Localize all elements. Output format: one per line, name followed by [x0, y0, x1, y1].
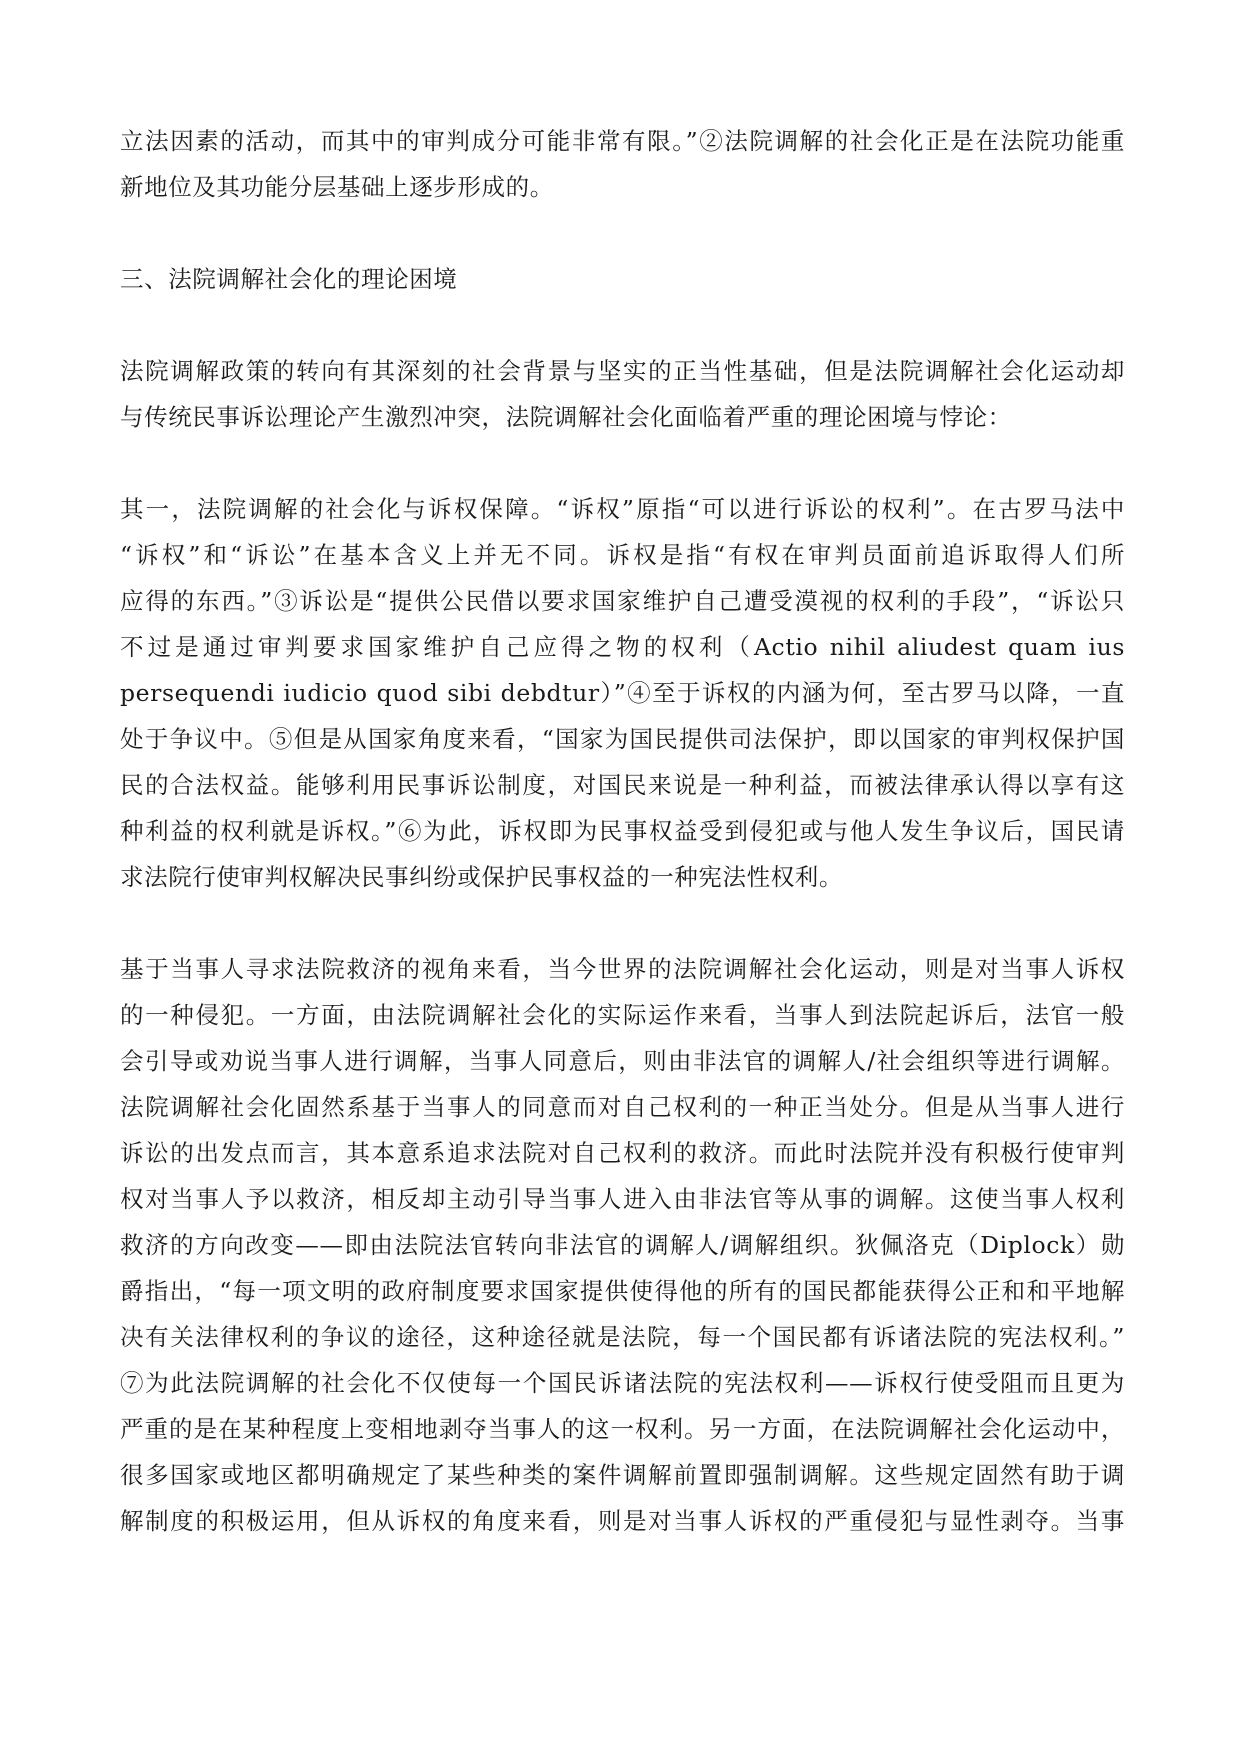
text-line: 处于争议中。⑤但是从国家角度来看，“国家为国民提供司法保护，即以国家的审判权保护国	[120, 725, 1125, 753]
text-line: 救济的方向改变——即由法院法官转向非法官的调解人/调解组织。狄佩洛克（Diplock）勋	[120, 1231, 1125, 1259]
document-page	[120, 118, 1125, 1590]
text-line: 民的合法权益。能够利用民事诉讼制度，对国民来说是一种利益，而被法律承认得以享有这	[120, 771, 1125, 799]
text-line: 会引导或劝说当事人进行调解，当事人同意后，则由非法官的调解人/社会组织等进行调解。	[120, 1047, 1125, 1075]
text-line: ⑦为此法院调解的社会化不仅使每一个国民诉诸法院的宪法权利——诉权行使受阻而且更为	[120, 1369, 1125, 1397]
text-line: 权对当事人予以救济，相反却主动引导当事人进入由非法官等从事的调解。这使当事人权利	[120, 1185, 1125, 1213]
text-line: 应得的东西。”③诉讼是“提供公民借以要求国家维护自己遭受漠视的权利的手段”，“诉讼只	[120, 587, 1125, 615]
text-line: 法院调解政策的转向有其深刻的社会背景与坚实的正当性基础，但是法院调解社会化运动却	[120, 357, 1125, 385]
text-line: 新地位及其功能分层基础上逐步形成的。	[120, 173, 554, 201]
text-line: 求法院行使审判权解决民事纠纷或保护民事权益的一种宪法性权利。	[120, 863, 843, 891]
paragraph-first	[120, 486, 1125, 900]
text-line: 爵指出，“每一项文明的政府制度要求国家提供使得他的所有的国民都能获得公正和和平地解	[120, 1277, 1125, 1305]
text-line: 其一，法院调解的社会化与诉权保障。“诉权”原指“可以进行诉讼的权利”。在古罗马法中	[120, 495, 1125, 523]
paragraph-background	[120, 348, 1125, 440]
section-heading: 三、法院调解社会化的理论困境	[120, 265, 458, 293]
text-line: 决有关法律权利的争议的途径，这种途径就是法院，每一个国民都有诉诸法院的宪法权利。”	[120, 1323, 1125, 1351]
text-line: 不过是通过审判要求国家维护自己应得之物的权利（Actio nihil aliudest quam ius	[120, 633, 1125, 661]
text-line: 严重的是在某种程度上变相地剥夺当事人的这一权利。另一方面，在法院调解社会化运动中，	[120, 1415, 1125, 1443]
paragraph-intro	[120, 118, 1125, 210]
text-line: 法院调解社会化固然系基于当事人的同意而对自己权利的一种正当处分。但是从当事人进行	[120, 1093, 1125, 1121]
text-line: 诉讼的出发点而言，其本意系追求法院对自己权利的救济。而此时法院并没有积极行使审判	[120, 1139, 1125, 1167]
text-line: “诉权”和“诉讼”在基本含义上并无不同。诉权是指“有权在审判员面前追诉取得人们所	[120, 541, 1125, 569]
text-line: 立法因素的活动，而其中的审判成分可能非常有限。”②法院调解的社会化正是在法院功能重	[120, 127, 1125, 155]
text-line: persequendi iudicio quod sibi debdtur）”④至于诉权的内涵为何，至古罗马以降，一直	[120, 679, 1125, 707]
text-line: 基于当事人寻求法院救济的视角来看，当今世界的法院调解社会化运动，则是对当事人诉权	[120, 955, 1125, 983]
text-line: 与传统民事诉讼理论产生激烈冲突，法院调解社会化面临着严重的理论困境与悖论：	[120, 403, 1012, 431]
paragraph-second	[120, 946, 1125, 1544]
text-line: 很多国家或地区都明确规定了某些种类的案件调解前置即强制调解。这些规定固然有助于调	[120, 1461, 1125, 1489]
text-line: 解制度的积极运用，但从诉权的角度来看，则是对当事人诉权的严重侵犯与显性剥夺。当事	[120, 1507, 1125, 1535]
text-line: 的一种侵犯。一方面，由法院调解社会化的实际运作来看，当事人到法院起诉后，法官一般	[120, 1001, 1125, 1029]
text-line: 种利益的权利就是诉权。”⑥为此，诉权即为民事权益受到侵犯或与他人发生争议后，国民请	[120, 817, 1125, 845]
